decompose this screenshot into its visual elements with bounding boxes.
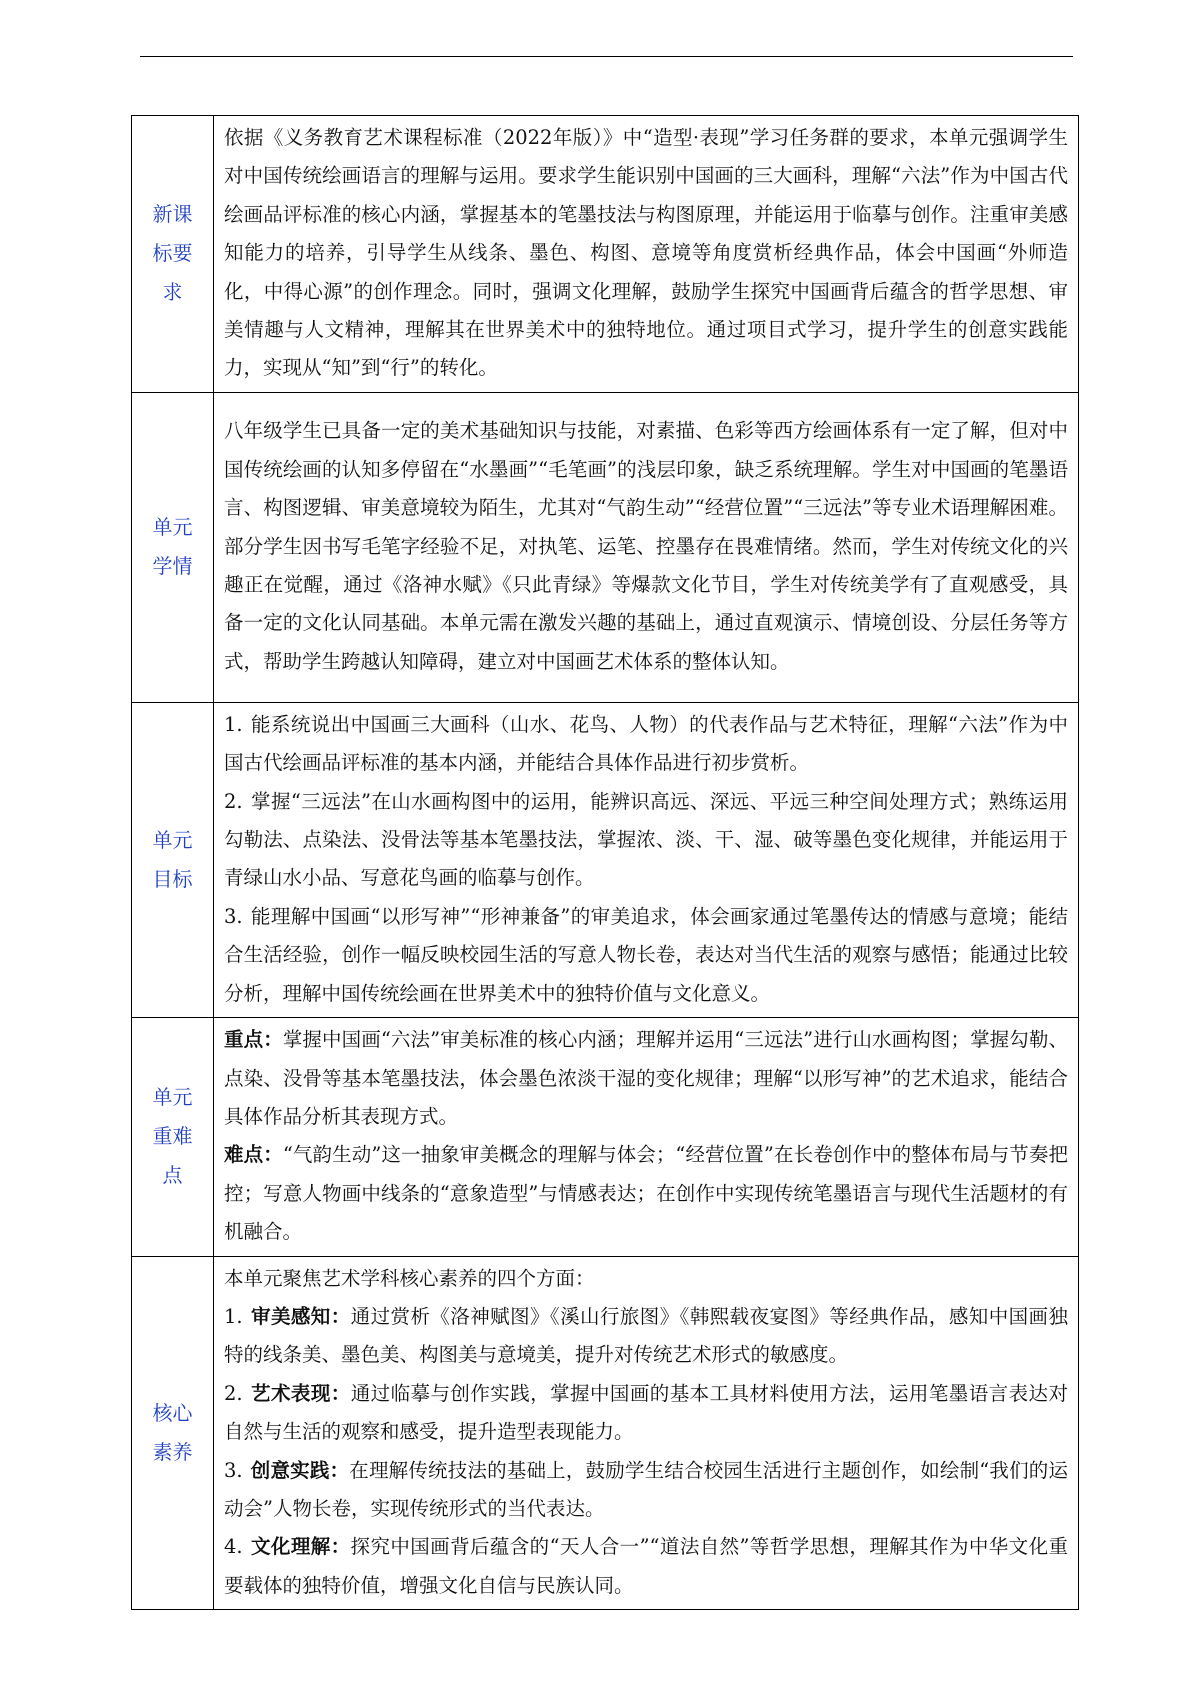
paragraph: 依据《义务教育艺术课程标准（2022年版）》中“造型·表现”学习任务群的要求，本单元强调学生对中国传统绘画语言的理解与运用。要求学生能识别中国画的三大画科，理解“六法”作为中国古代绘画品评标准的核心内涵，掌握基本的笔墨技法与构图原理，并能运用于临摹与创作。注重审美感知能力的培养，引导学生从线条、墨色、构图、意境等角度赏析经典作品，体会中国画“外师造化，中得心源”的创作理念。同时，强调文化理解，鼓励学生探究中国画背后蕴含的哲学思想、审美情趣与人文精神，理解其在世界美术中的独特地位。通过项目式学习，提升学生的创意实践能力，实现从“知”到“行”的转化。 — [224, 126, 1068, 380]
table-row — [132, 392, 1079, 702]
row-label-unit-goals: 单元目标 — [132, 702, 214, 1017]
table-row — [132, 116, 1079, 393]
item-number: 2. — [224, 1381, 243, 1405]
header-rule — [140, 56, 1073, 57]
list-item — [224, 898, 1068, 1013]
item-title: 文化理解： — [250, 1535, 351, 1559]
paragraph: 八年级学生已具备一定的美术基础知识与技能，对素描、色彩等西方绘画体系有一定了解，但对中国传统绘画的认知多停留在“水墨画”“毛笔画”的浅层印象，缺乏系统理解。学生对中国画的笔墨语言、构图逻辑、审美意境较为陌生，尤其对“气韵生动”“经营位置”“三远法”等专业术语理解困难。部分学生因书写毛笔字经验不足，对执笔、运笔、控墨存在畏难情绪。然而，学生对传统文化的兴趣正在觉醒，通过《洛神水赋》《只此青绿》等爆款文化节目，学生对传统美学有了直观感受，具备一定的文化认同基础。本单元需在激发兴趣的基础上，通过直观演示、情境创设、分层任务等方式，帮助学生跨越认知障碍，建立对中国画艺术体系的整体认知。 — [224, 419, 1068, 673]
item-number: 1. — [224, 1304, 243, 1328]
point-title: 难点： — [224, 1143, 283, 1167]
item-number: 4. — [224, 1535, 243, 1559]
item-text: 掌握“三远法”在山水画构图中的运用，能辨识高远、深远、平远三种空间处理方式；熟练运用勾勒法、点染法、没骨法等基本笔墨技法，掌握浓、淡、干、湿、破等墨色变化规律，并能运用于青绿山水小品、写意花鸟画的临摹与创作。 — [224, 789, 1068, 890]
difficult-point — [224, 1136, 1068, 1251]
item-number: 2. — [224, 789, 243, 813]
item-number: 1. — [224, 712, 243, 736]
key-and-difficult-points — [214, 1018, 1079, 1256]
table-row — [132, 702, 1079, 1017]
point-title: 重点： — [224, 1028, 283, 1052]
unit-info-table — [131, 115, 1079, 1610]
row-label-key-points: 单元重难点 — [132, 1018, 214, 1256]
list-item — [224, 1452, 1068, 1529]
curriculum-requirements — [214, 116, 1079, 393]
item-number: 3. — [224, 904, 243, 928]
item-text: 探究中国画背后蕴含的“天人合一”“道法自然”等哲学思想，理解其作为中华文化重要载体的独特价值，增强文化自信与民族认同。 — [224, 1535, 1068, 1597]
list-item — [224, 706, 1068, 783]
learner-analysis — [214, 392, 1079, 702]
row-label-learner-analysis: 单元学情 — [132, 392, 214, 702]
list-item — [224, 783, 1068, 898]
intro-text: 本单元聚焦艺术学科核心素养的四个方面： — [224, 1266, 595, 1290]
list-item — [224, 1298, 1068, 1375]
row-label-curriculum: 新课标要求 — [132, 116, 214, 393]
key-point — [224, 1021, 1068, 1136]
table-row — [132, 1018, 1079, 1256]
item-text: 能系统说出中国画三大画科（山水、花鸟、人物）的代表作品与艺术特征，理解“六法”作为中国古代绘画品评标准的基本内涵，并能结合具体作品进行初步赏析。 — [224, 712, 1068, 775]
item-text: 在理解传统技法的基础上，鼓励学生结合校园生活进行主题创作，如绘制“我们的运动会”人物长卷，实现传统形式的当代表达。 — [224, 1458, 1068, 1520]
item-title: 艺术表现： — [250, 1381, 351, 1405]
row-label-core-literacy: 核心素养 — [132, 1256, 214, 1610]
core-literacy — [214, 1256, 1079, 1610]
list-item — [224, 1528, 1068, 1605]
point-text: 掌握中国画“六法”审美标准的核心内涵；理解并运用“三远法”进行山水画构图；掌握勾勒、点染、没骨等基本笔墨技法，体会墨色浓淡干湿的变化规律；理解“以形写神”的艺术追求，能结合具体作品分析其表现方式。 — [224, 1028, 1068, 1128]
point-text: “气韵生动”这一抽象审美概念的理解与体会；“经营位置”在长卷创作中的整体布局与节奏把控；写意人物画中线条的“意象造型”与情感表达；在创作中实现传统笔墨语言与现代生活题材的有机融合。 — [224, 1143, 1068, 1244]
item-title: 审美感知： — [250, 1304, 351, 1328]
item-title: 创意实践： — [250, 1458, 350, 1482]
item-number: 3. — [224, 1458, 243, 1482]
unit-goals — [214, 702, 1079, 1017]
table-row — [132, 1256, 1079, 1610]
item-text: 通过赏析《洛神赋图》《溪山行旅图》《韩熙载夜宴图》等经典作品，感知中国画独特的线条美、墨色美、构图美与意境美，提升对传统艺术形式的敏感度。 — [224, 1304, 1068, 1367]
item-text: 通过临摹与创作实践，掌握中国画的基本工具材料使用方法，运用笔墨语言表达对自然与生活的观察和感受，提升造型表现能力。 — [224, 1381, 1068, 1444]
item-text: 能理解中国画“以形写神”“形神兼备”的审美追求，体会画家通过笔墨传达的情感与意境；能结合生活经验，创作一幅反映校园生活的写意人物长卷，表达对当代生活的观察与感悟；能通过比较分析，理解中国传统绘画在世界美术中的独特价值与文化意义。 — [224, 904, 1068, 1005]
list-item — [224, 1375, 1068, 1452]
